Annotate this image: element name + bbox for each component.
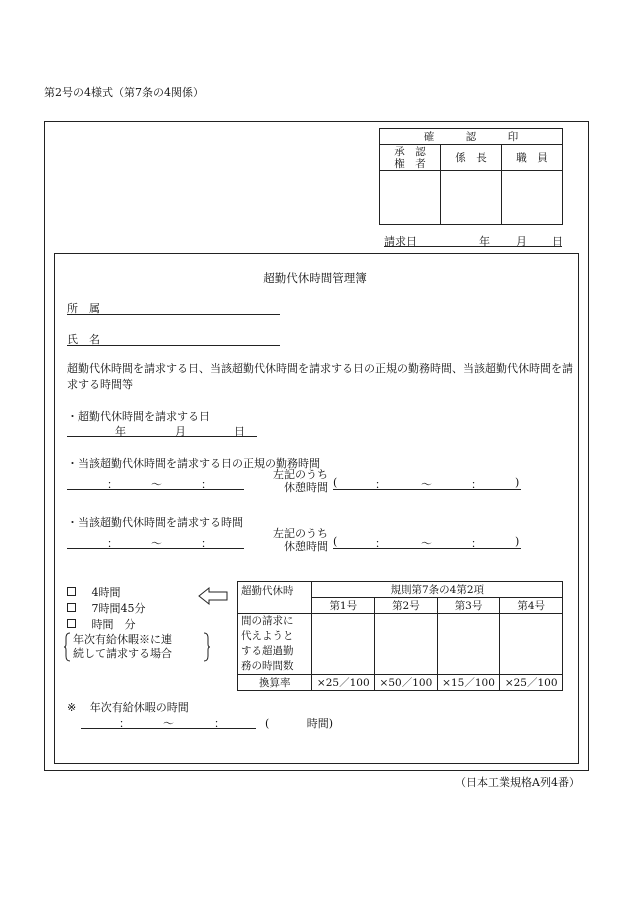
section3-break-field[interactable] [333,535,521,549]
section3-colon1: ： [107,537,118,550]
annual-leave-note-2: 続して請求する場合 [73,647,172,660]
footnote-hours[interactable] [265,715,333,731]
rate-4: ×25／100 [500,675,563,691]
row-header-line5: 務の時間数 [241,660,294,672]
approval-stamp-table [379,128,563,225]
row-header-line3: 代えようと [241,630,294,642]
request-date-year: 年 [479,235,490,248]
col-header-3: 第3号 [437,598,500,614]
stamp-approver-line1: 承 認 [394,145,426,158]
section3-break-tilde: 〜 [421,537,432,550]
annual-leave-note-1: 年次有給休暇※に連 [73,633,172,646]
stamp-staff-header: 職 員 [502,145,563,171]
affiliation-label: 所 属 [67,302,100,315]
section2-colon2: ： [201,478,212,491]
footnote-label: 年次有給休暇の時間 [89,701,189,714]
request-date-row[interactable] [384,233,562,247]
paper-size-note: （日本工業規格A列4番） [455,776,580,789]
section2-break-tilde: 〜 [421,478,432,491]
section3-break-colon1: ： [375,537,386,550]
section2-time-field[interactable] [67,476,244,490]
option-4h[interactable] [67,584,121,600]
request-date-label: 請求日 [384,235,417,248]
footnote-hours-label: 時間) [306,717,334,730]
stamp-approver-line2: 権 者 [394,157,426,170]
checkbox-7h45m[interactable] [67,603,76,612]
option-custom[interactable] [67,616,136,632]
intro-text: 超勤代休時間を請求する日、当該超勤代休時間を請求する日の正規の勤務時間、当該超勤代休時間を請求する時間等 [67,362,573,391]
section1-label: ・超勤代休時間を請求する日 [67,410,210,423]
section3-break-label [268,527,328,553]
name-label: 氏 名 [67,333,100,346]
option-7h45m-label: 7時間45分 [91,602,146,615]
stamp-approver-cell[interactable] [380,171,441,225]
stamp-staff-cell[interactable] [502,171,563,225]
section3-label: ・当該超勤代休時間を請求する時間 [67,516,243,529]
section3-time-field[interactable] [67,535,244,549]
section3-break-label-1: 左記のうち [273,527,328,540]
footnote-label-row [67,699,189,715]
section2-paren-open: ( [333,476,338,489]
footnote-tilde: 〜 [163,717,174,730]
section2-break-colon1: ： [375,478,386,491]
request-date-month: 月 [516,235,527,248]
rate-3: ×15／100 [437,675,500,691]
affiliation-field[interactable] [67,300,280,315]
row-header-line1: 超勤代休時 [241,585,294,597]
row-header-cell-cont [238,614,312,675]
value-cell-1[interactable] [312,614,375,675]
document-title: 超勤代休時間管理簿 [263,271,367,285]
stamp-chief-header: 係 長 [441,145,502,171]
section1-month: 月 [175,425,186,438]
footnote-paren-open: ( [265,717,270,730]
row-header-cell [238,582,312,614]
footnote-time-field[interactable] [81,715,256,729]
section1-day: 日 [234,425,245,438]
section2-break-field[interactable] [333,476,521,490]
section3-break-colon2: ： [471,537,482,550]
value-cell-3[interactable] [437,614,500,675]
col-header-4: 第4号 [500,598,563,614]
conversion-table [237,581,563,691]
rate-2: ×50／100 [375,675,438,691]
rule-header: 規則第7条の4第2項 [312,582,563,598]
section3-paren-open: ( [333,535,338,548]
section2-paren-close: ) [515,476,520,489]
col-header-1: 第1号 [312,598,375,614]
section2-tilde: 〜 [151,478,162,491]
row-header-line4: する超過勤 [241,645,294,657]
footnote-mark: ※ [67,701,77,714]
section2-label: ・当該超勤代休時間を請求する日の正規の勤務時間 [67,457,320,470]
checkbox-4h[interactable] [67,587,76,596]
stamp-chief-cell[interactable] [441,171,502,225]
option-7h45m[interactable] [67,600,146,616]
section2-break-colon2: ： [471,478,482,491]
section1-date-field[interactable] [67,423,257,437]
form-header: 第2号の4様式（第7条の4関係） [44,86,204,99]
option-custom-label: 時間 分 [91,618,136,631]
annual-leave-note [73,633,172,661]
section2-break-label [268,468,328,494]
left-arrow-icon [198,586,228,606]
option-4h-label: 4時間 [91,586,121,599]
section3-paren-close: ) [515,535,520,548]
footnote-colon2: ： [214,717,225,730]
request-date-day: 日 [552,235,563,248]
stamp-approver-header [380,145,441,171]
value-cell-2[interactable] [375,614,438,675]
rate-1: ×25／100 [312,675,375,691]
section1-year: 年 [115,425,126,438]
section2-break-label-1: 左記のうち [273,468,328,481]
section3-tilde: 〜 [151,537,162,550]
section2-break-label-2: 休憩時間 [284,481,328,494]
col-header-2: 第2号 [375,598,438,614]
name-field[interactable] [67,331,280,346]
footnote-colon1: ： [119,717,130,730]
rate-label: 換算率 [238,675,312,691]
section2-colon1: ： [107,478,118,491]
value-cell-4[interactable] [500,614,563,675]
row-header-line2: 間の請求に [241,615,294,627]
checkbox-custom[interactable] [67,619,76,628]
stamp-title: 確 認 印 [380,129,563,145]
section3-break-label-2: 休憩時間 [284,540,328,553]
section3-colon2: ： [201,537,212,550]
